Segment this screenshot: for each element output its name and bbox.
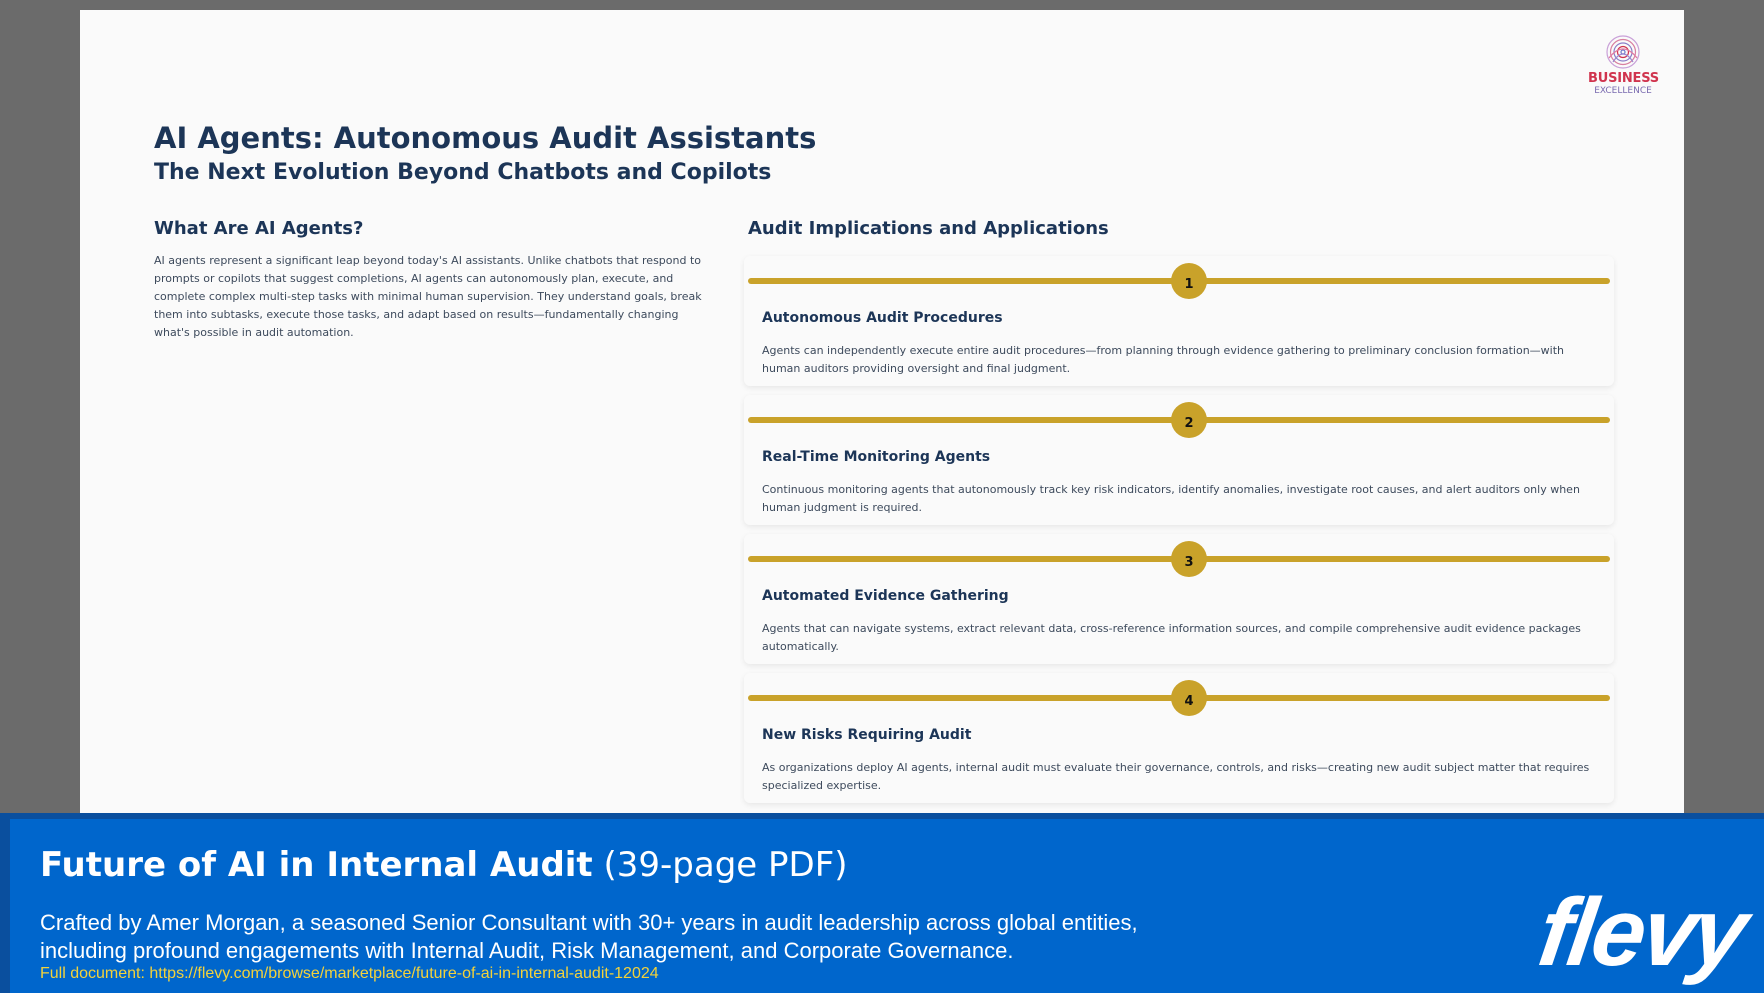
full-document-link[interactable]: Full document: https://flevy.com/browse/marketplace/future-of-ai-in-internal-audit-12024 [40,965,659,982]
card-text: Agents that can navigate systems, extract relevant data, cross-reference information sources, and compile comprehensive audit evidence packages automatically. [762,622,1581,653]
section-heading-what-are-ai-agents: What Are AI Agents? [154,218,364,239]
section-body-what-are-ai-agents: AI agents represent a significant leap beyond today's AI assistants. Unlike chatbots that respond to prompts or copilots that suggest completions, AI agents can autonomously plan, execute, and complete complex multi-step tasks with minimal human supervision. They understand goals, break them into subtasks, execute those tasks, and adapt based on results—fundamentally changing what's possible in audit automation. [154,254,702,339]
card-title: New Risks Requiring Audit [762,727,972,743]
card-text: Continuous monitoring agents that autonomously track key risk indicators, identify anomalies, investigate root causes, and alert auditors only when human judgment is required. [762,483,1580,514]
card-number-badge: 3 [1171,541,1207,577]
page-title: AI Agents: Autonomous Audit Assistants [154,121,817,155]
banner-edge-stripe [0,819,10,993]
card-text: Agents can independently execute entire audit procedures—from planning through evidence gathering to preliminary conclusion formation—with human auditors providing oversight and final judgment. [762,344,1565,375]
logo-brand-text: BUSINESS [1588,71,1659,86]
implication-card [744,673,1614,803]
implication-card [744,534,1614,664]
card-title: Automated Evidence Gathering [762,588,1009,604]
card-number-badge: 1 [1171,263,1207,299]
page-subtitle: The Next Evolution Beyond Chatbots and Copilots [154,160,772,185]
business-excellence-logo [1588,34,1658,96]
card-title: Real-Time Monitoring Agents [762,449,991,465]
card-number-badge: 4 [1171,680,1207,716]
card-number-badge: 2 [1171,402,1207,438]
implication-card [744,256,1614,386]
flevy-logo[interactable]: flevy [1532,879,1752,986]
card-title: Autonomous Audit Procedures [762,310,1003,326]
fingerprint-icon [1605,34,1641,70]
banner-title-bold: Future of AI in Internal Audit [40,845,593,885]
banner-title [40,845,848,885]
implications-card-list [744,256,1614,812]
banner-description: Crafted by Amer Morgan, a seasoned Senior Consultant with 30+ years in audit leadership across global entities, including profound engagements with Internal Audit, Risk Management, and Corporate Governance. [40,910,1138,963]
section-heading-audit-implications: Audit Implications and Applications [748,218,1109,239]
logo-sub-text: EXCELLENCE [1594,86,1652,96]
implication-card [744,395,1614,525]
slide [80,10,1684,813]
banner-title-light: (39-page PDF) [603,845,848,885]
card-text: As organizations deploy AI agents, internal audit must evaluate their governance, controls, and risks—creating new audit subject matter that requires specialized expertise. [762,761,1590,792]
promo-banner [0,813,1764,993]
